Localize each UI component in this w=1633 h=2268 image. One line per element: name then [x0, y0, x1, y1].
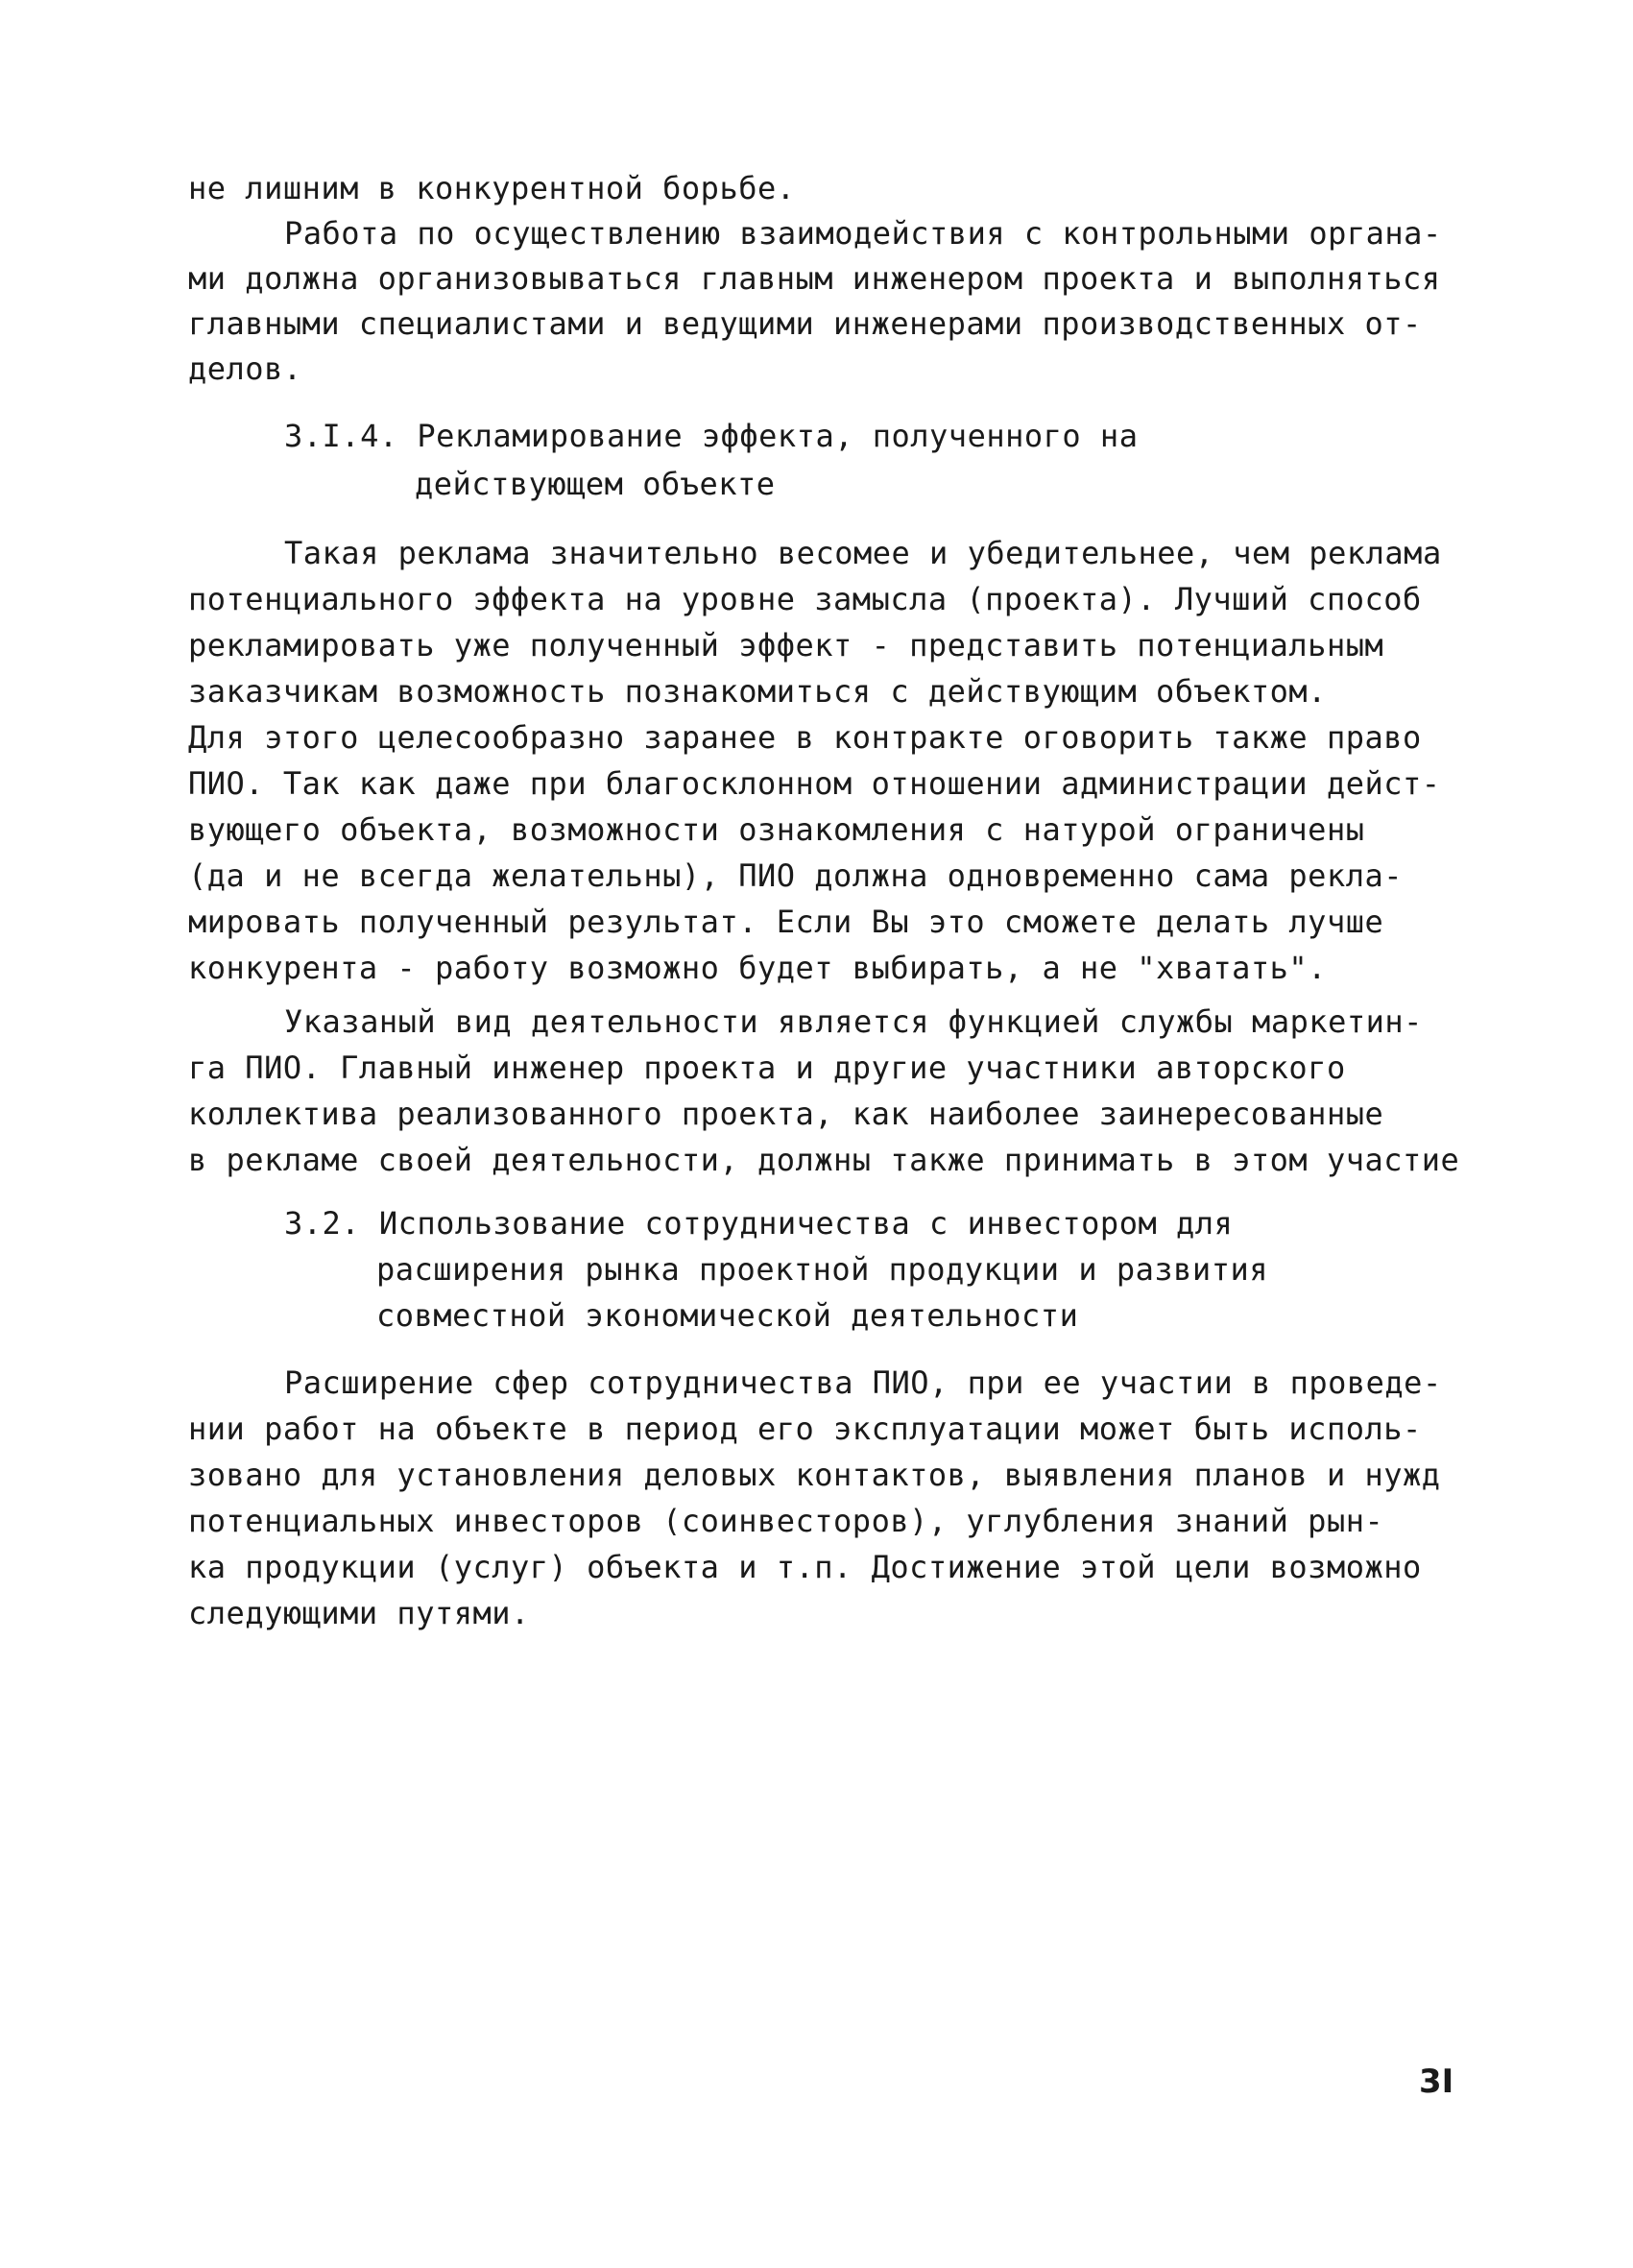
section-heading-3-1-4-continued: действующем объекте — [415, 466, 776, 502]
text-line: конкурента - работу возможно будет выбирать, а не "хватать". — [188, 950, 1327, 986]
section-heading-3-2-continued: совместной экономической деятельности — [376, 1297, 1079, 1334]
text-line: рекламировать уже полученный эффект - представить потенциальным — [188, 627, 1384, 664]
text-line: ка продукции (услуг) объекта и т.п. Достижение этой цели возможно — [188, 1549, 1422, 1585]
text-line: Для этого целесообразно заранее в контракте оговорить также право — [188, 719, 1422, 756]
text-line: ми должна организовываться главным инженером проекта и выполняться — [188, 260, 1441, 297]
text-line: ПИО. Так как даже при благосклонном отношении администрации дейст- — [188, 765, 1441, 802]
text-line: заказчикам возможность познакомиться с действующим объектом. — [188, 673, 1327, 710]
text-line: зовано для установления деловых контактов, выявления планов и нужд — [188, 1457, 1441, 1493]
text-line: главными специалистами и ведущими инженерами производственных от- — [188, 305, 1422, 342]
text-line: га ПИО. Главный инженер проекта и другие участники авторского — [188, 1050, 1346, 1086]
paragraph-first-line: Такая реклама значительно весомее и убедительнее, чем реклама — [284, 535, 1442, 571]
page-number: 3I — [1419, 2063, 1454, 2101]
text-line: потенциального эффекта на уровне замысла (проекта). Лучший способ — [188, 581, 1422, 617]
text-line: коллектива реализованного проекта, как наиболее заинересованные — [188, 1096, 1384, 1132]
text-line: вующего объекта, возможности ознакомления с натурой ограничены — [188, 811, 1365, 848]
paragraph-first-line: Работа по осуществлению взаимодействия с контрольными органа- — [284, 215, 1442, 252]
text-line: потенциальных инвесторов (соинвесторов), углубления знаний рын- — [188, 1503, 1384, 1539]
paragraph-first-line: Расширение сфер сотрудничества ПИО, при ее участии в проведе- — [284, 1364, 1442, 1401]
section-heading-3-1-4: 3.I.4. Рекламирование эффекта, полученного на — [284, 418, 1139, 454]
text-line: (да и не всегда желательны), ПИО должна одновременно сама рекла- — [188, 857, 1403, 894]
section-heading-3-2-continued: расширения рынка проектной продукции и развития — [376, 1251, 1268, 1288]
text-line: не лишним в конкурентной борьбе. — [188, 170, 796, 206]
text-line: нии работ на объекте в период его эксплуатации может быть исполь- — [188, 1411, 1422, 1447]
text-line: следующими путями. — [188, 1595, 530, 1631]
text-line: делов. — [188, 350, 302, 387]
text-line: мировать полученный результат. Если Вы это сможете делать лучше — [188, 904, 1384, 940]
section-heading-3-2: 3.2. Использование сотрудничества с инвестором для — [284, 1205, 1234, 1242]
text-line: в рекламе своей деятельности, должны также принимать в этом участие — [188, 1142, 1460, 1178]
paragraph-first-line: Указаный вид деятельности является функцией службы маркетин- — [284, 1003, 1423, 1040]
